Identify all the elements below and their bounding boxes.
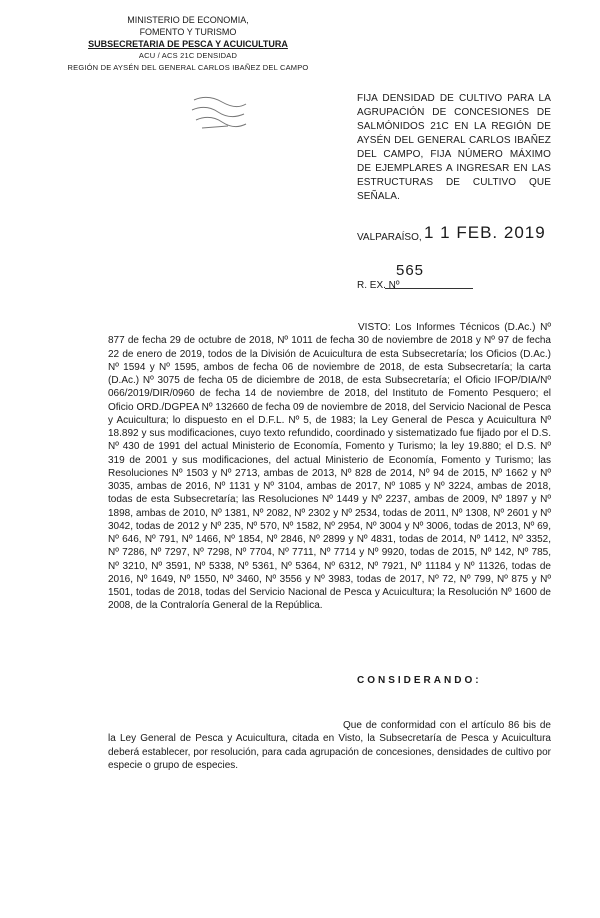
- ministry-line: MINISTERIO DE ECONOMIA,: [127, 15, 249, 25]
- considerando-heading: CONSIDERANDO:: [357, 675, 482, 686]
- ministry-line-2: FOMENTO Y TURISMO: [139, 27, 237, 37]
- stamped-date: 1 1 FEB. 2019: [424, 223, 546, 242]
- place-label: VALPARAÍSO,: [357, 232, 422, 243]
- office-stamp-icon: [188, 92, 250, 132]
- letterhead: [58, 14, 318, 74]
- visto-paragraph: VISTO: Los Informes Técnicos (D.Ac.) Nº 877 de fecha 29 de octubre de 2018, Nº 1011 de fecha 30 de noviembre de 2018 y Nº 97 de fecha 22 de enero de 2019, todos de la División de Acuicultura de esta Subsecretaría; los Oficios (D.Ac.) Nº 1594 y Nº 1595, ambos de fecha 06 de noviembre de 2018, de esta Subsecretaría; la carta (D.Ac.) Nº 3075 de fecha 05 de diciembre de 2018, de esta Subsecretaría; el Oficio IFOP/DIA/Nº 066/2019/DIR/0960 de fecha 14 de noviembre de 2018, del Instituto de Fomento Pesquero; el Oficio ORD./DGPEA Nº 132660 de fecha 09 de noviembre de 2018, del Servicio Nacional de Pesca y Acuicultura; lo dispuesto en el D.F.L. Nº 5, de 1983; la Ley General de Pesca y Acuicultura Nº 18.892 y sus modificaciones, cuyo texto refundido, coordinado y sistematizado fue fijado por el D.S. Nº 430 de 1991 del actual Ministerio de Economía, Fomento y Turismo; la ley 19.880; el D.S. Nº 319 de 2001 y sus modificaciones, del actual Ministerio de Economía, Fomento y Turismo; las Resoluciones Nº 1503 y Nº 2713, ambas de 2013, Nº 828 de 2014, Nº 94 de 2015, Nº 1662 y Nº 3035, ambas de 2016, Nº 1131 y Nº 3104, ambas de 2017, Nº 1085 y Nº 3224, ambas de 2018, todas de esta Subsecretaría; las Resoluciones Nº 1449 y Nº 2237, ambas de 2009, Nº 1897 y Nº 1898, ambas de 2010, Nº 1381, Nº 2082, Nº 2302 y Nº 2534, todas de 2011, Nº 1308, Nº 2601 y Nº 3042, todas de 2012 y Nº 235, Nº 570, Nº 1582, Nº 2954, Nº 3004 y Nº 3006, todas de 2013, Nº 69, Nº 646, Nº 791, Nº 1466, Nº 1854, Nº 2846, Nº 2899 y Nº 4831, todas de 2014, Nº 1412, Nº 3352, Nº 7286, Nº 7297, Nº 7298, Nº 7704, Nº 7711, Nº 7714 y Nº 9920, todas de 2015, Nº 142, Nº 785, Nº 3210, Nº 3591, Nº 5338, Nº 5361, Nº 5364, Nº 6312, Nº 7921, Nº 11184 y Nº 11326, todas de 2016, Nº 1649, Nº 1550, Nº 3460, Nº 3556 y Nº 3983, todas de 2017, Nº 72, Nº 799, Nº 875 y Nº 1501, todas de 2018, todas del Servicio Nacional de Pesca y Acuicultura; la Resolución Nº 1600 de 2008, de la Contraloría General de la República.: [108, 322, 551, 612]
- resolution-label: R. EX. Nº: [357, 280, 400, 291]
- subsecretaria-line: SUBSECRETARIA DE PESCA Y ACUICULTURA: [88, 39, 288, 49]
- resolution-subject: FIJA DENSIDAD DE CULTIVO PARA LA AGRUPACIÓN DE CONCESIONES DE SALMÓNIDOS 21C EN LA REGIÓN DE AYSÉN DEL GENERAL CARLOS IBAÑEZ DEL CAMPO, FIJA NÚMERO MÁXIMO DE EJEMPLARES A INGRESAR EN LAS ESTRUCTURAS DE CULTIVO QUE SEÑALA.: [357, 93, 551, 202]
- resolution-number: 565: [396, 262, 425, 279]
- reference-code: ACU / ACS 21C DENSIDAD: [138, 51, 238, 60]
- region-line: REGIÓN DE AYSÉN DEL GENERAL CARLOS IBAÑEZ DEL CAMPO: [67, 63, 309, 72]
- considerando-paragraph-1: Que de conformidad con el artículo 86 bis de la Ley General de Pesca y Acuicultura, citada en Visto, la Subsecretaría de Pesca y Acuicultura deberá establecer, por resolución, para cada agrupación de concesiones, densidades de cultivo por especie o grupo de especies.: [108, 720, 551, 771]
- resolution-underline: [385, 288, 473, 289]
